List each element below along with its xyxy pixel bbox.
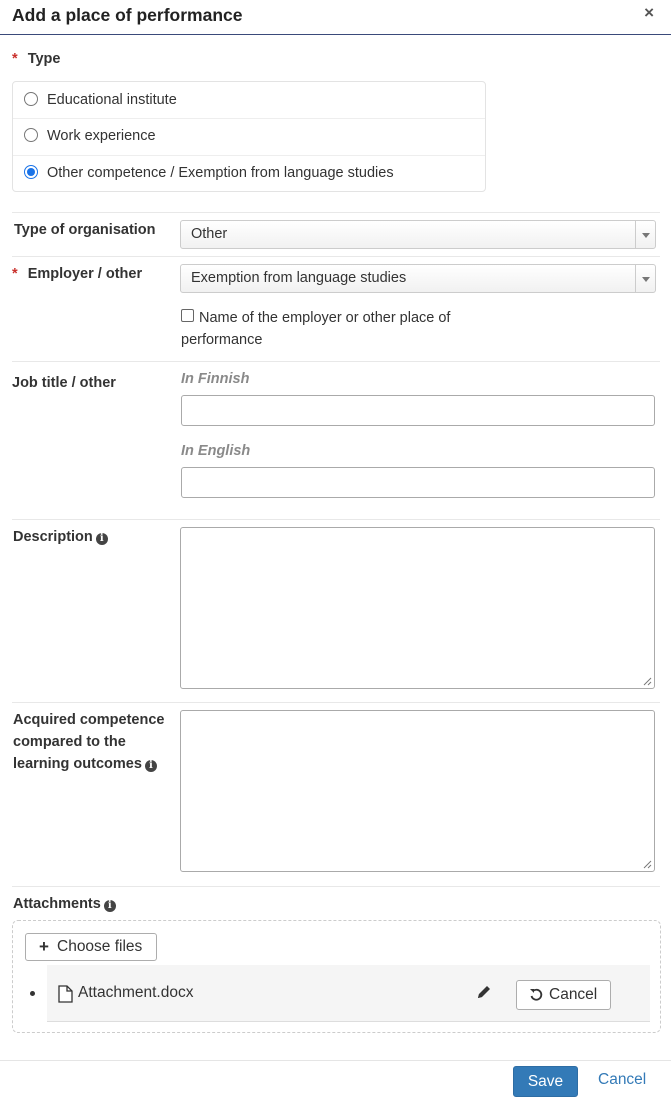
type-option-educational[interactable] [13, 82, 485, 119]
plus-icon: + [39, 937, 49, 956]
cancel-link[interactable]: Cancel [598, 1071, 647, 1088]
footer-divider [0, 1060, 671, 1061]
type-option-work[interactable] [13, 119, 485, 156]
radio-educational[interactable] [24, 92, 38, 106]
type-option-label: Other competence / Exemption from language studies [47, 165, 394, 181]
required-mark: * [12, 51, 18, 67]
english-label: In English [181, 443, 251, 459]
attachment-filename[interactable]: Attachment.docx [78, 984, 194, 1001]
divider [12, 361, 660, 362]
save-button[interactable]: Save [513, 1066, 578, 1097]
divider [12, 702, 660, 703]
resize-handle-icon[interactable] [643, 860, 652, 869]
required-mark: * [12, 266, 18, 282]
attachment-row [47, 965, 650, 1022]
dialog-header [0, 0, 671, 35]
divider [12, 519, 660, 520]
divider [12, 886, 660, 887]
cancel-attachment-button[interactable]: Cancel [516, 980, 611, 1010]
type-option-label: Work experience [47, 128, 156, 144]
divider [12, 212, 660, 213]
description-label: Description i [13, 526, 108, 548]
type-label: * Type [12, 51, 61, 67]
acquired-competence-label: Acquired competence compared to the learning outcomes i [13, 712, 165, 772]
choose-files-button[interactable]: + Choose files [25, 933, 157, 961]
finnish-label: In Finnish [181, 371, 250, 387]
organisation-type-value: Other [191, 226, 228, 242]
acquired-competence-textarea[interactable] [180, 710, 655, 872]
list-bullet [30, 991, 35, 996]
chevron-down-icon [635, 221, 655, 248]
pencil-icon[interactable] [476, 984, 492, 1000]
job-title-english-input[interactable] [181, 467, 655, 498]
info-circle-icon[interactable]: i [104, 900, 116, 912]
employer-label: * Employer / other [12, 266, 143, 282]
employer-value: Exemption from language studies [191, 270, 407, 286]
organisation-type-select[interactable] [180, 220, 656, 249]
organisation-type-label: Type of organisation [14, 222, 156, 238]
employer-select[interactable] [180, 264, 656, 293]
radio-other[interactable] [24, 165, 38, 179]
undo-icon [529, 988, 543, 1002]
info-circle-icon[interactable]: i [145, 760, 157, 772]
type-option-label: Educational institute [47, 92, 177, 108]
attachments-dropzone[interactable] [12, 920, 661, 1033]
job-title-label: Job title / other [12, 375, 116, 391]
dialog-title: Add a place of performance [12, 5, 243, 25]
file-icon [58, 985, 73, 1003]
radio-work[interactable] [24, 128, 38, 142]
description-textarea[interactable] [180, 527, 655, 689]
resize-handle-icon[interactable] [643, 677, 652, 686]
attachments-label: Attachments i [13, 893, 116, 915]
divider [12, 256, 660, 257]
chevron-down-icon [635, 265, 655, 292]
info-circle-icon[interactable]: i [96, 533, 108, 545]
job-title-finnish-input[interactable] [181, 395, 655, 426]
employer-name-checkbox-label[interactable]: Name of the employer or other place of performance [181, 310, 451, 348]
type-option-other[interactable] [13, 155, 485, 192]
close-icon[interactable]: × [644, 3, 654, 22]
type-radio-group [12, 81, 486, 192]
